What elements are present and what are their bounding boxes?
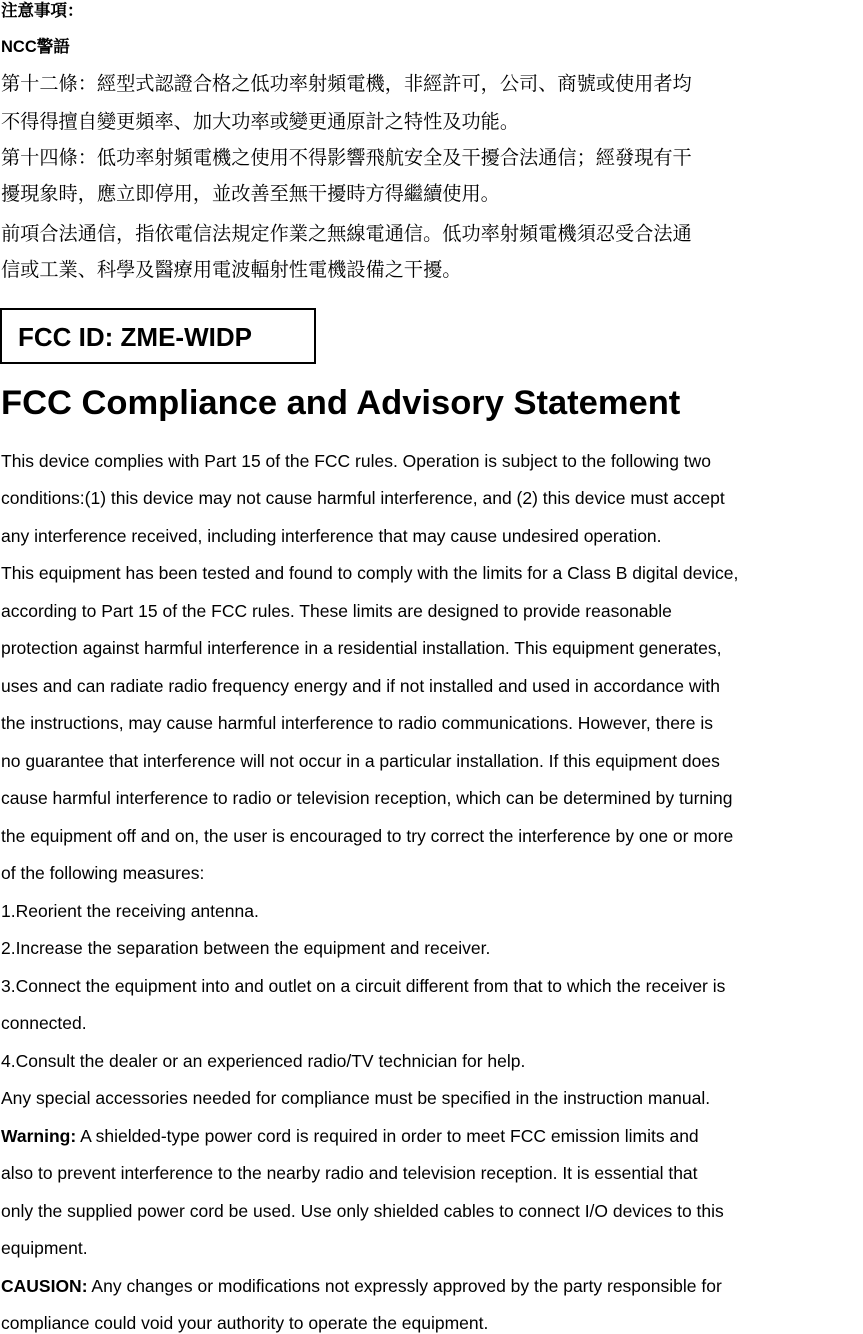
warning-line: only the supplied power cord be used. Use only shielded cables to connect I/O devices to this <box>1 1201 724 1221</box>
caution-label: CAUSION: <box>1 1276 88 1296</box>
ncc-heading: 注意事項： <box>1 2 84 20</box>
warning-line: also to prevent interference to the nearby radio and television reception. It is essential that <box>1 1163 698 1183</box>
body-line: according to Part 15 of the FCC rules. These limits are designed to provide reasonable <box>1 601 672 621</box>
warning-line: equipment. <box>1 1238 88 1258</box>
warning-paragraph <box>1 1125 699 1147</box>
body-line: connected. <box>1 1013 87 1033</box>
body-line: 3.Connect the equipment into and outlet on a circuit different from that to which the receiver is <box>1 976 726 996</box>
ncc-subheading: NCC警語 <box>1 38 70 56</box>
ncc-line: 信或工業、科學及醫療用電波輻射性電機設備之干擾。 <box>1 258 462 281</box>
warning-text: A shielded-type power cord is required in order to meet FCC emission limits and <box>76 1126 699 1146</box>
page-title: FCC Compliance and Advisory Statement <box>1 384 681 422</box>
caution-text: Any changes or modifications not expressly approved by the party responsible for <box>87 1276 722 1296</box>
ncc-line: 第十二條：經型式認證合格之低功率射頻電機，非經許可，公司、商號或使用者均 <box>1 72 692 95</box>
ncc-line: 第十四條：低功率射頻電機之使用不得影響飛航安全及干擾合法通信；經發現有干 <box>1 146 692 169</box>
warning-label: Warning: <box>1 1126 77 1146</box>
fcc-id-label: FCC ID: ZME-WIDP <box>18 322 252 352</box>
body-line: conditions:(1) this device may not cause harmful interference, and (2) this device must accept <box>1 488 725 508</box>
body-line: uses and can radiate radio frequency energy and if not installed and used in accordance with <box>1 676 720 696</box>
body-line: This device complies with Part 15 of the FCC rules. Operation is subject to the following two <box>1 451 712 471</box>
body-line: no guarantee that interference will not occur in a particular installation. If this equipment does <box>1 751 720 771</box>
caution-paragraph <box>1 1275 722 1297</box>
body-line: the equipment off and on, the user is encouraged to try correct the interference by one or more <box>1 826 734 846</box>
body-line: cause harmful interference to radio or television reception, which can be determined by turning <box>1 788 733 808</box>
ncc-line: 擾現象時，應立即停用，並改善至無干擾時方得繼續使用。 <box>1 182 500 205</box>
body-line: protection against harmful interference in a residential installation. This equipment generates, <box>1 638 722 658</box>
body-line: any interference received, including interference that may cause undesired operation. <box>1 526 662 546</box>
ncc-line: 前項合法通信，指依電信法規定作業之無線電通信。低功率射頻電機須忍受合法通 <box>1 222 692 245</box>
body-line: 4.Consult the dealer or an experienced radio/TV technician for help. <box>1 1051 526 1071</box>
fcc-id-box <box>0 308 316 364</box>
body-line: of the following measures: <box>1 863 205 883</box>
ncc-line: 不得得擅自變更頻率、加大功率或變更通原計之特性及功能。 <box>1 110 520 133</box>
body-line: the instructions, may cause harmful interference to radio communications. However, there is <box>1 713 713 733</box>
body-line: This equipment has been tested and found to comply with the limits for a Class B digital device, <box>1 563 739 583</box>
body-line: Any special accessories needed for compliance must be specified in the instruction manual. <box>1 1088 711 1108</box>
body-line: 2.Increase the separation between the equipment and receiver. <box>1 938 491 958</box>
body-line: 1.Reorient the receiving antenna. <box>1 901 259 921</box>
caution-line: compliance could void your authority to operate the equipment. <box>1 1313 489 1333</box>
